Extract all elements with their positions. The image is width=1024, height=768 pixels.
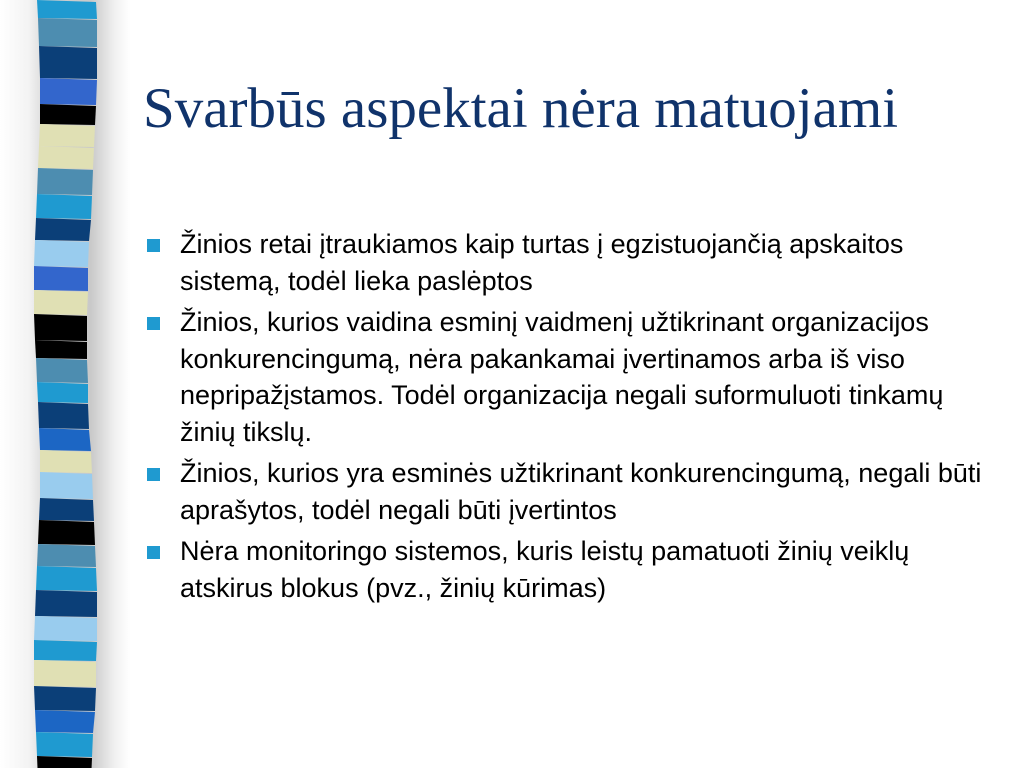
bullet-item	[143, 455, 1003, 528]
stripe-band	[38, 146, 94, 169]
bullet-text: Nėra monitoringo sistemos, kuris leistų pamatuoti žinių veiklų atskirus blokus (pvz., žinių kūrimas)	[180, 536, 910, 603]
square-bullet-icon	[147, 239, 160, 252]
stripe-band	[38, 18, 97, 47]
stripe-band	[40, 472, 93, 499]
stripe-band	[35, 218, 91, 241]
stripe-band	[39, 124, 95, 147]
stripe-band	[39, 498, 94, 521]
stripe-band	[40, 78, 97, 105]
stripe-band	[37, 756, 92, 768]
square-bullet-icon	[147, 468, 160, 481]
bullet-text: Žinios, kurios yra esminės užtikrinant konkurencingumą, negali būti aprašytos, todėl negali būti įvertintos	[180, 458, 982, 525]
stripe-band	[36, 566, 97, 591]
stripe-band	[34, 240, 89, 267]
stripe-band	[40, 104, 96, 125]
stripe-band	[38, 520, 95, 545]
stripe-band	[37, 382, 88, 403]
stripe-band	[40, 450, 92, 473]
stripe-band	[37, 0, 97, 19]
stripe-band	[34, 640, 97, 661]
stripe-band	[34, 314, 87, 341]
stripe-band	[35, 590, 97, 617]
stripe-band	[35, 710, 95, 733]
stripe-band	[34, 660, 96, 687]
stripe-band	[34, 616, 97, 641]
bullet-text: Žinios retai įtraukiamos kaip turtas į egzistuojančią apskaitos sistemą, todėl lieka paslėptos	[180, 229, 904, 296]
stripe-band	[34, 290, 88, 315]
stripe-band	[36, 194, 92, 219]
bullet-item	[143, 226, 1003, 299]
stripe-band	[37, 544, 96, 567]
stripe-band	[34, 266, 88, 291]
square-bullet-icon	[147, 317, 160, 330]
stripe-band	[37, 168, 93, 195]
stripe-band	[36, 358, 88, 383]
stripe-band	[39, 428, 91, 451]
bullet-text: Žinios, kurios vaidina esminį vaidmenį užtikrinant organizacijos konkurencingumą, nėra pakankamai įvertinamos arba iš viso nepripažįstamos. Todėl organizacija negali suformuluoti tinkamų žinių tikslų.	[180, 307, 944, 447]
decorative-stripe	[0, 0, 130, 768]
stripe-band	[38, 402, 89, 429]
bullet-list	[143, 226, 1003, 611]
stripe-band	[39, 46, 97, 79]
stripe-band	[35, 340, 87, 359]
stripe-band	[36, 732, 93, 757]
slide-title: Svarbūs aspektai nėra matuojami	[143, 77, 899, 140]
square-bullet-icon	[147, 546, 160, 559]
stripe-band	[34, 686, 96, 711]
bullet-item	[143, 304, 1003, 450]
bullet-item	[143, 533, 1003, 606]
